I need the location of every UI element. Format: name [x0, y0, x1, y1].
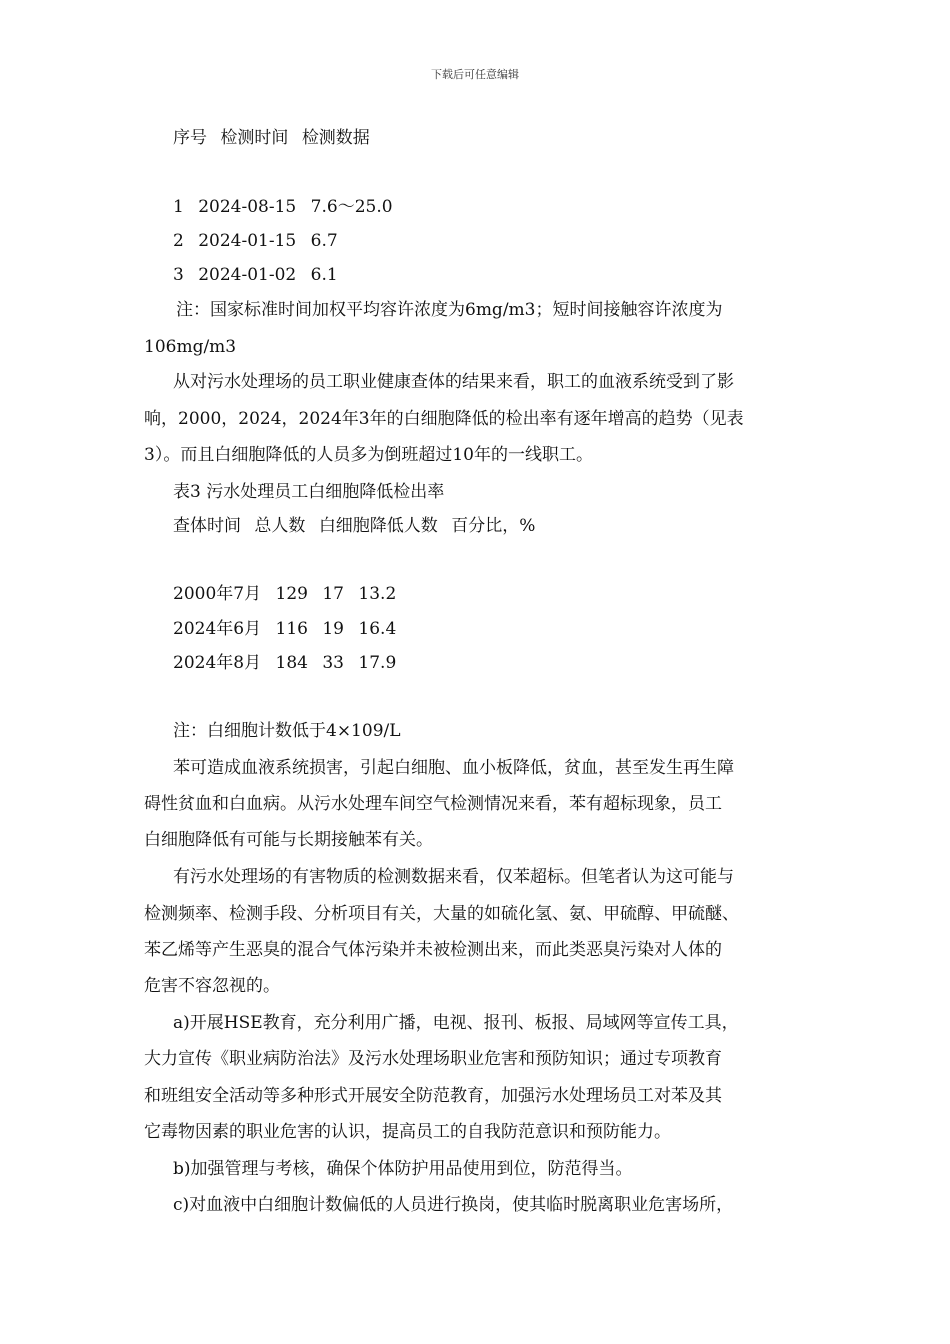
table2-row — [173, 264, 347, 286]
list-item-a-cont: 和班组安全活动等多种形式开展安全防范教育，加强污水处理场员工对苯及其 — [144, 1086, 722, 1106]
list-item-b: b)加强管理与考核，确保个体防护用品使用到位，防范得当。 — [173, 1159, 633, 1179]
table3-header-cell: 查体时间 — [173, 516, 241, 536]
table3-header-cell: 百分比，% — [451, 516, 536, 536]
table2-cell: 3 — [173, 265, 184, 285]
paragraph-line: 危害不容忽视的。 — [144, 976, 280, 996]
paragraph-line: 白细胞降低有可能与长期接触苯有关。 — [144, 830, 433, 850]
table2-cell: 7.6～25.0 — [310, 197, 393, 217]
table2-cell: 2024-01-02 — [198, 265, 297, 285]
table3-note: 注：白细胞计数低于4×109/L — [173, 721, 401, 741]
table3-cell: 2000年7月 — [173, 584, 262, 604]
table3-cell: 2024年6月 — [173, 619, 262, 639]
table3-row — [173, 618, 405, 640]
page-header: 下载后可任意编辑 — [431, 68, 519, 81]
table2-cell: 2024-01-15 — [198, 231, 297, 251]
table2-row — [173, 196, 402, 218]
paragraph-line: 响，2000，2024，2024年3年的白细胞降低的检出率有逐年增高的趋势（见表 — [144, 409, 744, 429]
table3-row — [173, 583, 405, 605]
table3-cell: 13.2 — [358, 584, 397, 604]
table2-note-cont: 106mg/m3 — [144, 337, 237, 357]
paragraph-line: 碍性贫血和白血病。从污水处理车间空气检测情况来看，苯有超标现象，员工 — [144, 794, 722, 814]
table3-cell: 33 — [322, 653, 344, 673]
table2-cell: 6.1 — [310, 265, 338, 285]
table3-cell: 116 — [275, 619, 308, 639]
table2-header-cell: 序号 — [173, 128, 207, 148]
paragraph-line: 从对污水处理场的员工职业健康查体的结果来看，职工的血液系统受到了影 — [173, 372, 734, 392]
paragraph-line: 3）。而且白细胞降低的人员多为倒班超过10年的一线职工。 — [144, 445, 593, 465]
table2-cell: 6.7 — [310, 231, 338, 251]
paragraph-line: 苯乙烯等产生恶臭的混合气体污染并未被检测出来，而此类恶臭污染对人体的 — [144, 940, 722, 960]
table3-cell: 16.4 — [358, 619, 397, 639]
table3-cell: 184 — [275, 653, 308, 673]
table3-caption: 表3 污水处理员工白细胞降低检出率 — [173, 482, 445, 502]
table2-header-cell: 检测时间 — [220, 128, 289, 148]
list-item-a-cont: 它毒物因素的职业危害的认识，提高员工的自我防范意识和预防能力。 — [144, 1122, 671, 1142]
table2-header-row — [173, 127, 378, 149]
table2-row — [173, 230, 347, 252]
paragraph-line: 检测频率、检测手段、分析项目有关，大量的如硫化氢、氨、甲硫醇、甲硫醚、 — [144, 904, 739, 924]
paragraph-line: 苯可造成血液系统损害，引起白细胞、血小板降低，贫血，甚至发生再生障 — [173, 758, 734, 778]
table3-header-cell: 总人数 — [254, 516, 306, 536]
paragraph-line: 有污水处理场的有害物质的检测数据来看，仅苯超标。但笔者认为这可能与 — [173, 867, 734, 887]
list-item-a-cont: 大力宣传《职业病防治法》及污水处理场职业危害和预防知识；通过专项教育 — [144, 1049, 722, 1069]
table3-row — [173, 652, 405, 674]
table2-header-cell: 检测数据 — [301, 128, 370, 148]
table3-cell: 17 — [322, 584, 344, 604]
table3-header-row — [173, 515, 543, 537]
table2-cell: 2 — [173, 231, 184, 251]
table3-cell: 17.9 — [358, 653, 397, 673]
list-item-c: c)对血液中白细胞计数偏低的人员进行换岗，使其临时脱离职业危害场所， — [173, 1195, 734, 1215]
table2-note: 注：国家标准时间加权平均容许浓度为6mg/m3；短时间接触容许浓度为 — [176, 300, 723, 320]
list-item-a: a)开展HSE教育，充分利用广播，电视、报刊、板报、局域网等宣传工具， — [173, 1013, 739, 1033]
table2-cell: 2024-08-15 — [198, 197, 297, 217]
table3-cell: 129 — [275, 584, 308, 604]
table3-header-cell: 白细胞降低人数 — [318, 516, 438, 536]
table3-cell: 2024年8月 — [173, 653, 262, 673]
table3-cell: 19 — [322, 619, 344, 639]
table2-cell: 1 — [173, 197, 184, 217]
